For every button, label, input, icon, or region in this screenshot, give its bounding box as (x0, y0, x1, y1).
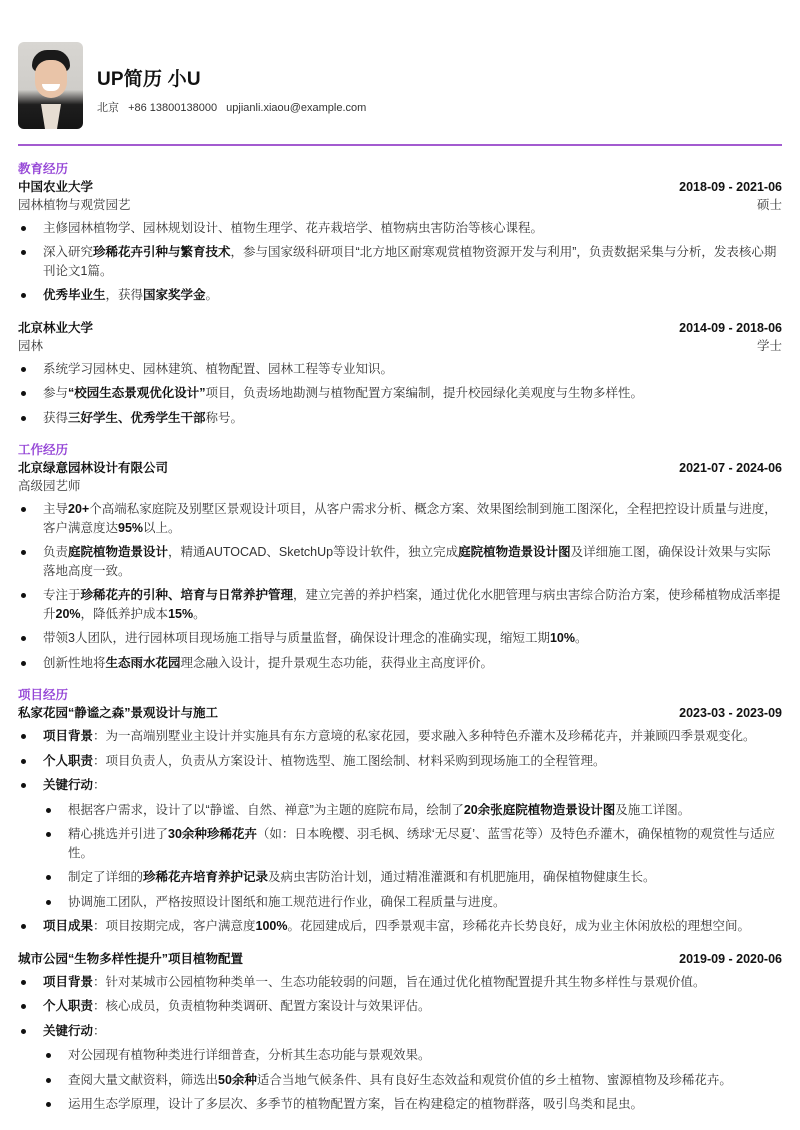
list-item: 主导20+个高端私家庭院及别墅区景观设计项目，从客户需求分析、概念方案、效果图绘制到施工图深化，全程把控设计质量与进度，客户满意度达95%以上。 (18, 500, 782, 537)
project-actions: 关键行动： 对公园现有植物种类进行详细普查，分析其生态功能与景观效果。 查阅大量文献资料，筛选出50余种适合当地气候条件、具有良好生态效益和观赏价值的乡土植物、蜜源植物及珍稀花卉。 运用生态学原理，设计了多层次、多季节的植物配置方案，旨在构建稳定的植物群落，吸引鸟类和昆虫。 (18, 1022, 782, 1114)
list-item: 专注于珍稀花卉的引种、培育与日常养护管理，建立完善的养护档案，通过优化水肥管理与病虫害综合防治方案，使珍稀植物成活率提升20%，降低养护成本15%。 (18, 586, 782, 623)
header-divider (18, 144, 782, 146)
list-item: 对公园现有植物种类进行详细普查，分析其生态功能与景观效果。 (43, 1046, 782, 1065)
date-range: 2018-09 - 2021-06 (679, 179, 782, 194)
list-item: 优秀毕业生，获得国家奖学金。 (18, 286, 782, 305)
project-background: 项目背景：针对某城市公园植物种类单一、生态功能较弱的问题，旨在通过优化植物配置提升其生物多样性与景观价值。 (18, 973, 782, 992)
project-background: 项目背景：为一高端别墅业主设计并实施具有东方意境的私家花园，要求融入多种特色乔灌木及珍稀花卉，并兼顾四季景观变化。 (18, 727, 782, 746)
project-entry (18, 950, 782, 1114)
list-item: 查阅大量文献资料，筛选出50余种适合当地气候条件、具有良好生态效益和观赏价值的乡土植物、蜜源植物及珍稀花卉。 (43, 1071, 782, 1090)
list-item: 系统学习园林史、园林建筑、植物配置、园林工程等专业知识。 (18, 360, 782, 379)
date-range: 2019-09 - 2020-06 (679, 951, 782, 966)
project-role: 个人职责：项目负责人，负责从方案设计、植物选型、施工图绘制、材料采购到现场施工的全程管理。 (18, 752, 782, 771)
sub-bullet-list (43, 1046, 782, 1114)
candidate-name: UP简历 小U (97, 69, 201, 90)
education-entry (18, 319, 782, 428)
list-item: 制定了详细的珍稀花卉培育养护记录及病虫害防治计划，通过精准灌溉和有机肥施用，确保植物健康生长。 (43, 868, 782, 887)
school-name: 中国农业大学 (18, 179, 94, 194)
project-entry (18, 704, 782, 936)
project-role: 个人职责：核心成员，负责植物种类调研、配置方案设计与效果评估。 (18, 997, 782, 1016)
project-result: 项目成果：项目按期完成，客户满意度100%。花园建成后，四季景观丰富，珍稀花卉长势良好，成为业主休闲放松的理想空间。 (18, 917, 782, 936)
degree: 硕士 (756, 197, 782, 212)
list-item: 根据客户需求，设计了以“静谧、自然、禅意”为主题的庭院布局，绘制了20余张庭院植物造景设计图及施工详图。 (43, 801, 782, 820)
date-range: 2021-07 - 2024-06 (679, 461, 782, 475)
major: 园林 (18, 338, 44, 353)
project-actions: 关键行动： 根据客户需求，设计了以“静谧、自然、禅意”为主题的庭院布局，绘制了20余张庭院植物造景设计图及施工详图。 精心挑选并引进了30余种珍稀花卉（如：日本晚樱、羽毛枫、绣球‘无尽夏’、蓝雪花等）及特色乔灌木，确保植物的观赏性与适应性。 制定了详细的珍稀花卉培育养护记录及病虫害防治计划，通过精准灌溉和有机肥施用，确保植物健康生长。 协调施工团队，严格按照设计图纸和施工规范进行作业，确保工程质量与进度。 (18, 776, 782, 911)
section-title-education: 教育经历 (18, 161, 69, 176)
list-item: 协调施工团队，严格按照设计图纸和施工规范进行作业，确保工程质量与进度。 (43, 893, 782, 912)
bullet-list (18, 360, 782, 428)
section-title-work: 工作经历 (18, 443, 69, 457)
school-name: 北京林业大学 (18, 320, 94, 335)
education-entry (18, 178, 782, 305)
list-item: 带领3人团队，进行园林项目现场施工指导与质量监督，确保设计理念的准确实现，缩短工期10%。 (18, 629, 782, 648)
job-role: 高级园艺师 (18, 479, 81, 493)
major: 园林植物与观赏园艺 (18, 197, 131, 212)
list-item: 精心挑选并引进了30余种珍稀花卉（如：日本晚樱、羽毛枫、绣球‘无尽夏’、蓝雪花等）及特色乔灌木，确保植物的观赏性与适应性。 (43, 825, 782, 862)
date-range: 2023-03 - 2023-09 (679, 706, 782, 720)
project-name: 私家花园“静谧之森”景观设计与施工 (18, 706, 219, 720)
list-item: 深入研究珍稀花卉引种与繁育技术，参与国家级科研项目“北方地区耐寒观赏植物资源开发与利用”，负责数据采集与分析，发表核心期刊论文1篇。 (18, 243, 782, 280)
resume-header (18, 42, 782, 129)
contact-city: 北京 (97, 102, 119, 114)
bullet-list (18, 973, 782, 1114)
company-name: 北京绿意园林设计有限公司 (18, 461, 169, 475)
bullet-list (18, 727, 782, 936)
degree: 学士 (756, 338, 782, 353)
list-item: 主修园林植物学、园林规划设计、植物生理学、花卉栽培学、植物病虫害防治等核心课程。 (18, 219, 782, 238)
bullet-list (18, 500, 782, 672)
contact-email[interactable]: upjianli.xiaou@example.com (226, 102, 367, 114)
project-name: 城市公园“生物多样性提升”项目植物配置 (18, 951, 244, 966)
list-item: 负责庭院植物造景设计，精通AUTOCAD、SketchUp等设计软件，独立完成庭院植物造景设计图及详细施工图，确保设计效果与实际落地高度一致。 (18, 543, 782, 580)
list-item: 创新性地将生态雨水花园理念融入设计，提升景观生态功能，获得业主高度评价。 (18, 654, 782, 673)
contact-line (97, 99, 372, 115)
list-item: 运用生态学原理，设计了多层次、多季节的植物配置方案，旨在构建稳定的植物群落，吸引鸟类和昆虫。 (43, 1095, 782, 1114)
sub-bullet-list (43, 801, 782, 912)
work-entry (18, 459, 782, 672)
header-info (97, 42, 372, 115)
avatar-photo (18, 42, 83, 129)
contact-phone: +86 13800138000 (128, 102, 218, 114)
section-title-projects: 项目经历 (18, 688, 69, 702)
date-range: 2014-09 - 2018-06 (679, 320, 782, 335)
bullet-list (18, 219, 782, 305)
list-item: 获得三好学生、优秀学生干部称号。 (18, 409, 782, 428)
list-item: 参与“校园生态景观优化设计”项目，负责场地勘测与植物配置方案编制，提升校园绿化美观度与生物多样性。 (18, 384, 782, 403)
